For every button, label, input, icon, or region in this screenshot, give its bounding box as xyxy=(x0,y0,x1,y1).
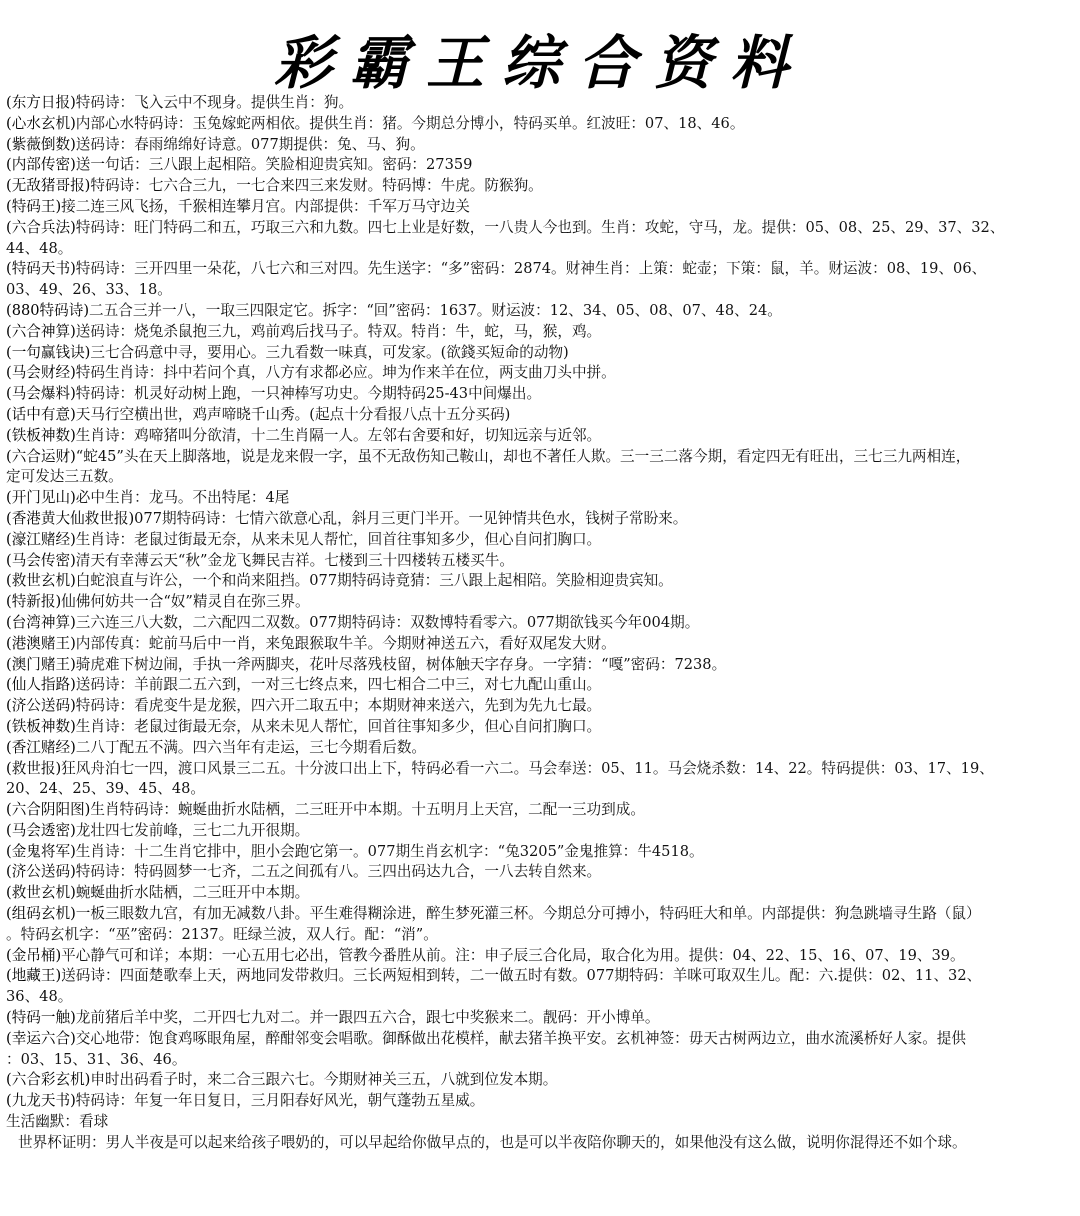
line-text: 交心地带：饱食鸡啄眼角屋，醉酣邻变会唱歌。御酥做出花模样，献去猪羊换平安。玄机神签：毋天古树两边立，曲水流溪桥好人家。提供 xyxy=(75,1029,966,1047)
line-text: 。特码玄机字：“巫”密码：2137。旺绿兰波，双人行。配：“消”。 xyxy=(6,925,438,943)
section-tag: (特码一触) xyxy=(6,1009,76,1027)
text-line xyxy=(6,405,1072,426)
line-text: ：03、15、31、36、46。 xyxy=(6,1050,187,1068)
text-line xyxy=(6,883,1072,904)
text-line xyxy=(6,613,1072,634)
text-line xyxy=(6,634,1072,655)
section-tag: (济公送码) xyxy=(6,697,76,715)
section-tag: (马会传密) xyxy=(6,551,76,569)
text-line xyxy=(6,488,1072,509)
line-text: 生肖诗：十二生肖它排中，胆小会跑它第一。077期生肖玄机字：“兔3205”金鬼推算：牛4518。 xyxy=(75,842,704,860)
text-line xyxy=(6,1029,1072,1050)
text-line-continued xyxy=(6,239,1072,260)
text-line xyxy=(6,322,1072,343)
text-line xyxy=(6,301,1072,322)
text-line xyxy=(6,821,1072,842)
line-text: 送码诗：春雨绵绵好诗意。077期提供：兔、马、狗。 xyxy=(75,135,425,153)
text-line xyxy=(6,675,1072,696)
text-line-continued xyxy=(6,987,1072,1008)
section-tag: (特新报) xyxy=(6,593,62,611)
text-line xyxy=(6,759,1072,780)
line-text: 特码诗：七六合三九，一七合来四三来发财。特码博：牛虎。防猴狗。 xyxy=(90,177,543,195)
section-tag: (马会财经) xyxy=(6,364,76,382)
section-tag: (香港黄大仙救世报) xyxy=(6,509,135,527)
section-tag: (澳门赌王) xyxy=(6,655,76,673)
line-text: 定可发达三五数。 xyxy=(6,468,123,486)
line-text: 送码诗：羊前跟二五六到，一对三七终点来，四七相合二中三，对七九配山重山。 xyxy=(75,676,602,694)
line-text: 清天有幸薄云天“秋”金龙飞舞民吉祥。七楼到三十四楼转五楼买牛。 xyxy=(75,551,514,569)
section-tag: (内部传密) xyxy=(6,156,76,174)
text-line-continued xyxy=(6,779,1072,800)
text-line-continued xyxy=(6,1050,1072,1071)
section-tag: (金吊桶) xyxy=(6,946,62,964)
line-text: 三六连三八大数，二六配四二双数。077期特码诗：双数博特看零六。077期欲钱买今年004期。 xyxy=(75,613,700,631)
text-line xyxy=(6,696,1072,717)
footer-heading: 生活幽默：看球 xyxy=(6,1113,109,1131)
text-line xyxy=(6,1091,1072,1112)
section-tag: (话中有意) xyxy=(6,405,76,423)
section-tag: (仙人指路) xyxy=(6,676,76,694)
text-line xyxy=(6,904,1072,925)
text-line-continued xyxy=(6,925,1072,946)
line-text: “蛇45”头在天上脚落地，说是龙来假一字，虽不无敌伤知己鞍山，却也不著任人欺。三一三二落今期，看定四无有旺出，三七三九两相连， xyxy=(75,447,971,465)
line-text: 送码诗：烧兔杀鼠抱三九，鸡前鸡后找马子。特双。特肖：牛，蛇，马，猴，鸡。 xyxy=(75,322,602,340)
section-tag: (铁板神数) xyxy=(6,426,76,444)
text-line xyxy=(6,966,1072,987)
section-tag: (地藏王) xyxy=(6,967,62,985)
section-tag: (组码玄机) xyxy=(6,905,76,923)
text-line xyxy=(6,176,1072,197)
line-text: 申时出码看子时，来二合三跟六七。今期财神关三五，八就到位发本期。 xyxy=(90,1071,558,1089)
line-text: 生肖诗：鸡啼猪叫分欲清，十二生肖隔一人。左邻右舍要和好，切知远亲与近邻。 xyxy=(75,426,602,444)
section-tag: (东方日报) xyxy=(6,94,76,111)
section-tag: (港澳赌王) xyxy=(6,634,76,652)
section-tag: (濠江赌经) xyxy=(6,530,76,548)
line-text: 077期特码诗：七情六欲意心乱，斜月三更门半开。一见钟情共色水，钱树子常盼来。 xyxy=(134,509,688,527)
line-text: 44、48。 xyxy=(6,239,73,257)
text-line-continued xyxy=(6,280,1072,301)
line-text: 特码诗：旺门特码二和五，巧取三六和九数。四七上业是好数，一八贵人今也到。生肖：攻蛇，守马，龙。提供：05、08、25、29、37、32、 xyxy=(75,218,1005,236)
text-line xyxy=(6,343,1072,364)
line-text: 一板三眼数九宫，有加无减数八卦。平生难得糊涂进，醉生梦死灌三杯。今期总分可搏小，特码旺大和单。内部提供：狗急跳墙寻生路（鼠） xyxy=(75,905,981,923)
section-tag: (心水玄机) xyxy=(6,114,76,132)
text-line xyxy=(6,447,1072,468)
line-text: 龙壮四七发前峰，三七二九开很期。 xyxy=(75,821,310,839)
line-text: 36、48。 xyxy=(6,988,73,1006)
text-line xyxy=(6,218,1072,239)
section-tag: (马会透密) xyxy=(6,821,76,839)
section-tag: (救世玄机) xyxy=(6,572,76,590)
line-text: 送码诗：四面楚歌奉上天，两地同发带救归。三长两短相到转，二一做五时有数。077期特码：羊咪可取双生儿。配：六.提供：02、11、32、 xyxy=(61,967,982,985)
line-text: 必中生肖：龙马。不出特尾：4尾 xyxy=(75,489,290,507)
section-tag: (六合阴阳图) xyxy=(6,801,91,819)
line-text: 特码诗：三开四里一朵花，八七六和三对四。先生送字：“多”密码：2874。财神生肖：上策：蛇壶；下策：鼠，羊。财运波：08、19、06、 xyxy=(75,260,987,278)
line-text: 特码诗：飞入云中不现身。提供生肖：狗。 xyxy=(75,94,354,111)
section-tag: (紫薇倒数) xyxy=(6,135,76,153)
section-tag: (880特码诗) xyxy=(6,301,90,319)
section-tag: (马会爆料) xyxy=(6,385,76,403)
text-line xyxy=(6,426,1072,447)
text-line xyxy=(6,135,1072,156)
section-tag: (济公送码) xyxy=(6,863,76,881)
text-line xyxy=(6,842,1072,863)
line-text: 白蛇浪直与许公，一个和尚来阻挡。077期特码诗竟猜：三八跟上起相陪。笑脸相迎贵宾知。 xyxy=(75,572,673,590)
line-text: 生肖特码诗：蜿蜒曲折水陆栖，二三旺开中本期。十五明月上天宫，二配一三功到成。 xyxy=(90,801,645,819)
text-line xyxy=(6,363,1072,384)
text-line xyxy=(6,259,1072,280)
line-text: 特码诗：年复一年日复日，三月阳春好风光，朝气蓬勃五星威。 xyxy=(75,1092,485,1110)
line-text: 骑虎难下树边闹，手执一斧两脚夹，花叶尽落残枝留，树体触天字存身。一字猜：“嘎”密码：7238。 xyxy=(75,655,727,673)
text-line xyxy=(6,530,1072,551)
section-tag: (特码王) xyxy=(6,197,62,215)
line-text: 蜿蜒曲折水陆栖，二三旺开中本期。 xyxy=(75,884,310,902)
line-text: 内部传真：蛇前马后中一肖，来兔跟猴取牛羊。今期财神送五六，看好双尾发大财。 xyxy=(75,634,616,652)
section-tag: (开门见山) xyxy=(6,489,76,507)
line-text: 二五合三并一八，一取三四限定它。拆字：“回”密码：1637。财运波：12、34、05、08、07、48、24。 xyxy=(89,301,782,319)
line-text: 特码生肖诗：抖中若问个真，八方有求都必应。坤为作来羊在位，两支曲刀头中拼。 xyxy=(75,364,616,382)
line-text: 平心静气可和详；本期：一心五用七必出，管教今番胜从前。注：申子辰三合化局，取合化为用。提供：04、22、15、16、07、19、39。 xyxy=(61,946,965,964)
line-text: 生肖诗：老鼠过街最无奈，从来未见人帮忙，回首往事知多少，但心自问扪胸口。 xyxy=(75,530,602,548)
text-line xyxy=(6,1008,1072,1029)
footer-body: 世界杯证明：男人半夜是可以起来给孩子喂奶的，可以早起给你做早点的，也是可以半夜陪你聊天的，如果他没有这么做，说明你混得还不如个球。 xyxy=(18,1133,967,1151)
section-tag: (六合神算) xyxy=(6,322,76,340)
section-tag: (六合彩玄机) xyxy=(6,1071,91,1089)
section-tag: (九龙天书) xyxy=(6,1092,76,1110)
section-tag: (救世玄机) xyxy=(6,884,76,902)
text-line xyxy=(6,862,1072,883)
line-text: 特码诗：特码圆梦一七齐，二五之间孤有八。三四出码达九合，一八去转自然来。 xyxy=(75,863,602,881)
text-line xyxy=(6,155,1072,176)
section-tag: (金鬼将军) xyxy=(6,842,76,860)
text-line xyxy=(6,1070,1072,1091)
section-tag: (一句赢钱诀) xyxy=(6,343,91,361)
text-line xyxy=(6,93,1072,114)
text-line xyxy=(6,384,1072,405)
text-line xyxy=(6,571,1072,592)
line-text: 内部心水特码诗：玉兔嫁蛇两相依。提供生肖：猪。今期总分博小，特码买单。红波旺：07、18、46。 xyxy=(75,114,745,132)
section-tag: (香江赌经) xyxy=(6,738,76,756)
text-line xyxy=(6,738,1072,759)
line-text: 天马行空横出世，鸡声啼晓千山秀。(起点十分看报八点十五分买码) xyxy=(75,405,511,423)
line-text: 龙前猪后羊中奖，二开四七九对二。并一跟四五六合，跟七中奖猴来二。靓码：开小博单。 xyxy=(75,1009,660,1027)
line-text: 生肖诗：老鼠过街最无奈，从来未见人帮忙，回首往事知多少，但心自问扪胸口。 xyxy=(75,717,602,735)
section-tag: (铁板神数) xyxy=(6,717,76,735)
text-line xyxy=(6,197,1072,218)
text-line xyxy=(6,509,1072,530)
line-text: 三七合码意中寻，要用心。三九看数一味真，可发家。(欲錢买短命的动物) xyxy=(90,343,569,361)
page-title: 彩霸王综合资料 xyxy=(273,29,806,97)
text-line xyxy=(6,717,1072,738)
text-line xyxy=(6,800,1072,821)
text-line xyxy=(6,114,1072,135)
section-tag: (六合运财) xyxy=(6,447,76,465)
line-text: 接二连三风飞扬，千猴相连攀月宫。内部提供：千军万马守边关 xyxy=(61,197,470,215)
line-text: 送一句话：三八跟上起相陪。笑脸相迎贵宾知。密码：27359 xyxy=(75,156,473,174)
section-tag: (台湾神算) xyxy=(6,613,76,631)
section-tag: (无敌猪哥报) xyxy=(6,177,91,195)
section-tag: (六合兵法) xyxy=(6,218,76,236)
section-tag: (特码天书) xyxy=(6,260,76,278)
content-lines xyxy=(6,93,1072,1154)
text-line xyxy=(6,655,1072,676)
line-text: 03、49、26、33、18。 xyxy=(6,281,172,299)
text-line xyxy=(6,592,1072,613)
text-line-continued xyxy=(6,467,1072,488)
line-text: 二八丁配五不满。四六当年有走运，三七今期看后数。 xyxy=(75,738,427,756)
line-text: 特码诗：机灵好动树上跑，一只神棒写功史。今期特码25-43中间爆出。 xyxy=(75,385,542,403)
line-text: 狂风舟泊七一四，渡口风景三二五。十分波口出上下，特码必看一六二。马会奉送：05、11。马会烧杀数：14、22。特码提供：03、17、19、 xyxy=(61,759,994,777)
line-text: 仙佛何妨共一合“奴”精灵自在弥三界。 xyxy=(61,593,310,611)
line-text: 20、24、25、39、45、48。 xyxy=(6,780,205,798)
text-line xyxy=(6,551,1072,572)
section-tag: (幸运六合) xyxy=(6,1029,76,1047)
line-text: 特码诗：看虎变牛是龙猴，四六开二取五中；本期财神来送六，先到为先九七最。 xyxy=(75,697,602,715)
text-line xyxy=(6,946,1072,967)
section-tag: (救世报) xyxy=(6,759,62,777)
